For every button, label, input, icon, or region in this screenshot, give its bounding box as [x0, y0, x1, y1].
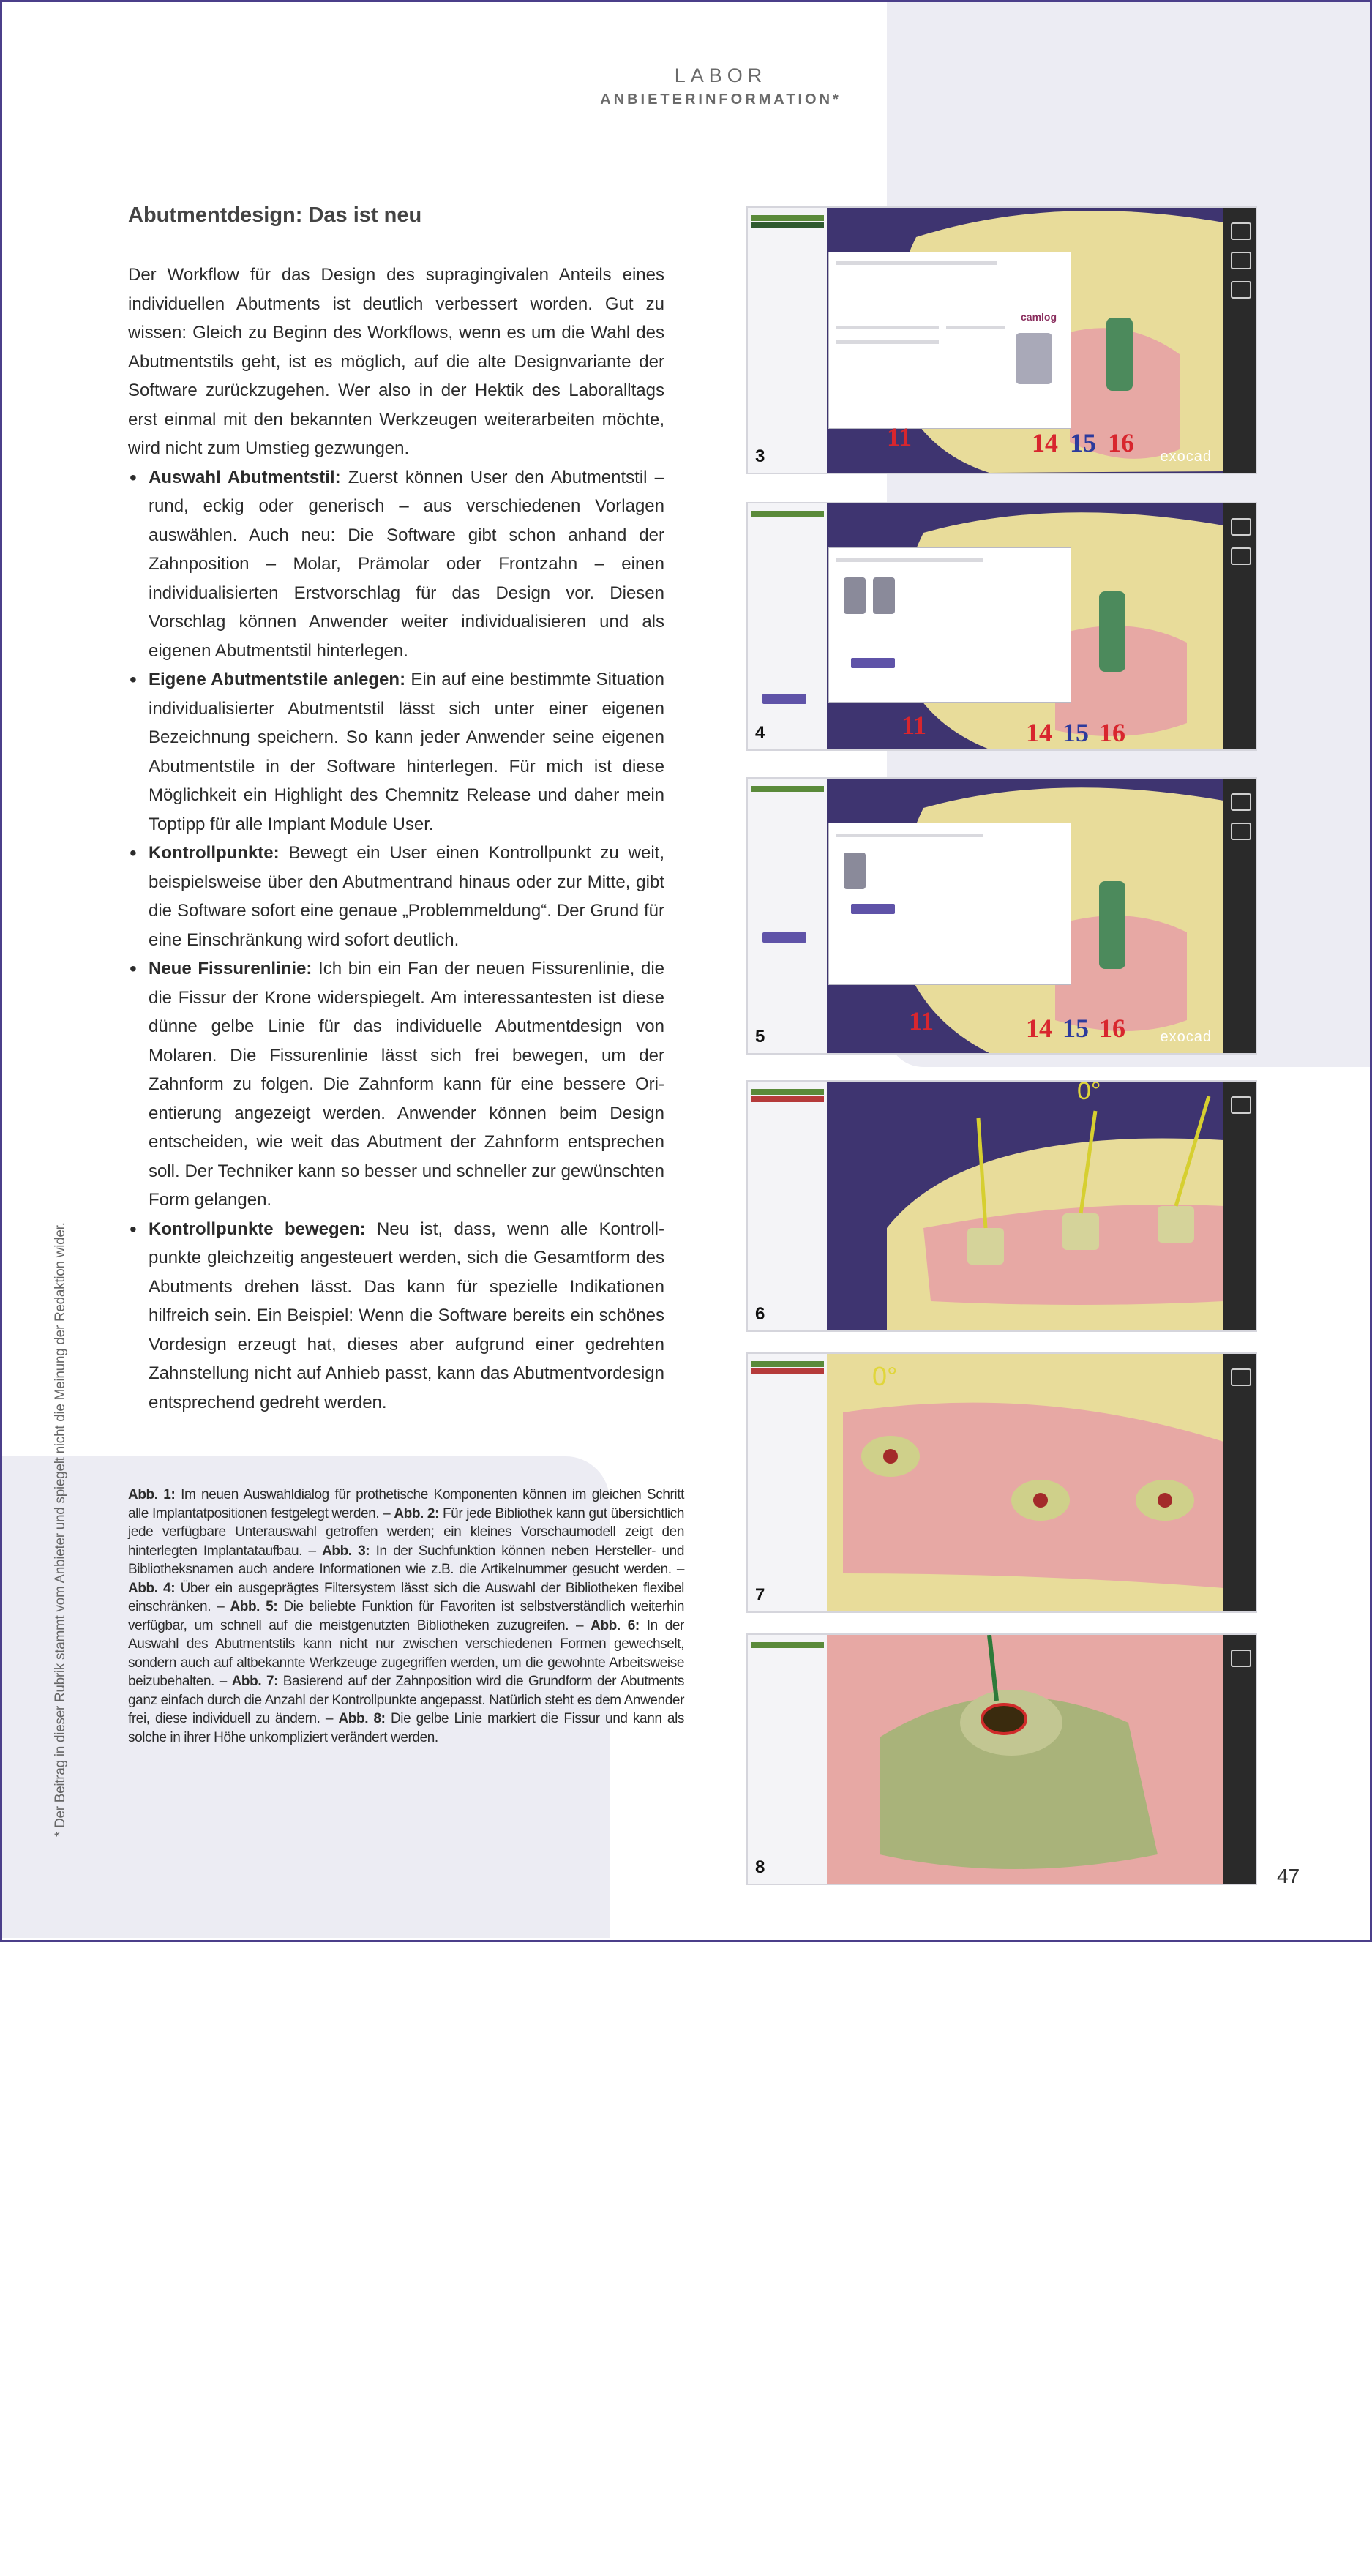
- figure-5-sidebar: [748, 779, 827, 1053]
- figure-number: 7: [755, 1585, 765, 1605]
- feature-text: Ich bin ein Fan der neuen Fissurenlinie, die die Fissur der Krone widerspiegelt. Am interessantesten ist diese dünne gelbe Linie für das individuelle Abutmentdesign von Molaren. Die Fissurenlinie lässt sich frei bewegen, um der Zahnform zu folgen. Die Zahnform kann für eine bessere Orientierung angezeigt werden. Anwender können beim Design entscheiden, wie weit das Abutment der Zahnform entsprechen soll. Der Techniker kann so besser und schneller zur gewünschten Form gelangen.: [149, 959, 664, 1210]
- tools-icon: [1231, 547, 1251, 565]
- feature-item: [128, 1215, 664, 1418]
- side-note-text: * Der Beitrag in dieser Rubrik stammt vom Anbieter und spiegelt nicht die Meinung der Redaktion wider.: [53, 1222, 68, 1837]
- caption-label: Abb. 2:: [394, 1505, 439, 1521]
- feature-item: [128, 463, 664, 666]
- figure-6: [746, 1080, 1257, 1332]
- tooth-label: 16: [1099, 718, 1125, 747]
- tooth-label: 11: [909, 1006, 934, 1036]
- figure-3: [746, 206, 1257, 474]
- figure-7-toolbar: [1223, 1354, 1256, 1611]
- feature-item: [128, 954, 664, 1215]
- feature-label: Kontrollpunkte:: [149, 843, 280, 863]
- save-icon: [1231, 222, 1251, 240]
- figure-3-dialog: [828, 252, 1071, 429]
- feature-item: [128, 839, 664, 954]
- tooth-label: 16: [1108, 428, 1134, 457]
- tooth-label: 14: [1026, 1014, 1052, 1043]
- save-icon: [1231, 793, 1251, 811]
- figure-4: [746, 502, 1257, 751]
- figure-3-sidebar: [748, 208, 827, 473]
- feature-label: Eigene Abutmentstile anlegen:: [149, 670, 406, 689]
- feature-text: Bewegt ein User einen Kontrollpunkt zu weit, beispielsweise über den Abutmentrand hinaus oder zur Mitte, gibt die Software sofort eine genaue „Problemmeldung“. Der Grund für eine Einschränkung wird sofort deutlich.: [149, 843, 664, 950]
- caption-label: Abb. 5:: [230, 1599, 278, 1614]
- tooth-label: 11: [887, 422, 912, 452]
- figure-number: 3: [755, 446, 765, 466]
- angle-label: 0°: [872, 1361, 898, 1391]
- figure-6-toolbar: [1223, 1082, 1256, 1330]
- settings-icon: [1231, 281, 1251, 299]
- tooth-label: 15: [1062, 718, 1089, 747]
- caption-label: Abb. 8:: [338, 1711, 386, 1726]
- figure-8-sidebar: [748, 1635, 827, 1884]
- feature-label: Neue Fissurenlinie:: [149, 959, 312, 978]
- caption-text: Für jede Bibliothek kann gut übersichtlich jede verfügbare Unterauswahl getroffen werden; ein kleines Vorschaumodell zeigt den hinterlegten Implantataufbau. –: [128, 1505, 684, 1559]
- caption-text: Über ein ausgeprägtes Filtersystem lässt sich die Auswahl der Bibliotheken flexibel einschränken. –: [128, 1580, 684, 1614]
- abutment-preview-image: [1016, 333, 1052, 384]
- tooth-label: 15: [1070, 428, 1096, 457]
- caption-label: Abb. 7:: [231, 1674, 279, 1689]
- article-intro: Der Workflow für das Design des supragingivalen Anteils eines individuellen Abutments ist deutlich verbessert worden. Gut zu wissen: Gleich zu Beginn des Workflows, wenn es um die Wahl des Abutmentstils geht, ist es möglich, auf die alte Designvariante der Software zurückzugehen. Wer also in der Hektik des Laboralltags erst einmal mit den bekannten Werkzeugen weiterarbeiten möchte, wird nicht zum Umstieg gezwungen.: [128, 265, 664, 458]
- figure-captions: [128, 1486, 684, 1747]
- figure-3-brand: camlog: [1021, 311, 1057, 323]
- caption-text: Die gelbe Linie markiert die Fissur und kann als solche in ihrer Höhe unkompliziert verändert werden.: [128, 1711, 685, 1745]
- caption-text: In der Auswahl des Abutmentstils kann nicht nur zwischen verschiedenen Formen gewechselt, sondern auch auf altbekannte Werkzeuge zugegriffen werden, um die gewohnte Arbeitsweise beizubehalten. –: [128, 1617, 684, 1689]
- caption-text: Die beliebte Funktion für Favoriten ist selbstverständlich weiterhin verfügbar, um schnell auf die meistgenutzten Bibliotheken zuzugreifen. –: [128, 1599, 684, 1633]
- save-icon: [1231, 1368, 1251, 1386]
- figure-4-toolbar: [1223, 503, 1256, 749]
- section-header: [556, 64, 885, 108]
- exocad-logo: exocad: [1160, 1029, 1212, 1045]
- figure-number: 4: [755, 723, 765, 743]
- tooth-label: 11: [901, 711, 927, 740]
- figure-5-toolbar: [1223, 779, 1256, 1053]
- save-icon: [1231, 518, 1251, 536]
- figure-4-sidebar: [748, 503, 827, 749]
- feature-label: Auswahl Abutmentstil:: [149, 467, 341, 487]
- figure-7: [746, 1352, 1257, 1613]
- side-note: [53, 1222, 68, 2576]
- angle-label: 0°: [1077, 1080, 1101, 1105]
- feature-text: Zuerst können User den Abutmentstil – rund, eckig oder generisch – aus verschiedenen Vorlagen auswählen. Auch neu: Die Software gibt schon anhand der Zahnposition – Molar, Prämolar oder Frontzahn – einen individualisierten Erstvorschlag für das Design vor. Diesen Vorschlag können Anwender weiter individualisieren und als eigenen Abutmentstil hinterlegen.: [149, 467, 664, 661]
- feature-label: Kontrollpunkte bewegen:: [149, 1218, 366, 1239]
- article-body: [128, 261, 664, 1417]
- caption-text: Basierend auf der Zahnposition wird die Grundform der Abutments ganz einfach durch die Anzahl der Kontrollpunkte angepasst. Natürlich steht es dem Anwender frei, diese individuell zu ändern. –: [128, 1674, 684, 1726]
- feature-text: Ein auf eine bestimmte Situation individualisierter Abutmentstil lässt sich unter einer eigenen Bezeichnung speichern. So kann jeder Anwender seine eigenen Abutmentstile in der Software hinterlegen. Für mich ist diese Möglichkeit ein Highlight des Chemnitz Release und daher mein Toptipp für alle Implant Module User.: [149, 670, 665, 834]
- feature-text: Neu ist, dass, wenn alle Kontrollpunkte gleichzeitig angesteuert werden, sich die Gesamtform des Abutments drehen lässt. Das kann für spezielle Indikationen hilfreich sein. Ein Beispiel: Wenn die Software bereits ein schönes Vordesign erzeugt hat, dieses aber aufgrund einer gedrehten Zahnstellung nicht auf Anhieb passt, kann das Abutmentvordesign entsprechend gedreht werden.: [149, 1218, 664, 1412]
- figure-5-dialog: [828, 823, 1071, 985]
- feature-item: [128, 665, 664, 839]
- caption-label: Abb. 4:: [128, 1580, 176, 1596]
- caption-label: Abb. 1:: [128, 1487, 176, 1502]
- save-icon: [1231, 1096, 1251, 1114]
- tooth-label: 16: [1099, 1014, 1125, 1043]
- section-subtitle: ANBIETERINFORMATION*: [600, 91, 841, 108]
- tools-icon: [1231, 252, 1251, 269]
- figure-4-dialog: [828, 547, 1071, 703]
- figure-3-toolbar: [1223, 208, 1256, 473]
- caption-label: Abb. 3:: [322, 1543, 370, 1559]
- tools-icon: [1231, 823, 1251, 840]
- page-number: 47: [1277, 1865, 1300, 1887]
- article-heading: Abutmentdesign: Das ist neu: [128, 203, 422, 227]
- exocad-logo: exocad: [1160, 449, 1212, 465]
- caption-text: In der Suchfunktion können neben Hersteller- und Bibliotheksnamen auch andere Informationen wie z.B. die Artikelnummer gesucht werden. –: [128, 1543, 684, 1577]
- tooth-label: 15: [1062, 1014, 1089, 1043]
- figure-number: 8: [755, 1857, 765, 1877]
- figure-6-sidebar: [748, 1082, 827, 1330]
- feature-list: [128, 463, 664, 1418]
- caption-label: Abb. 6:: [591, 1617, 640, 1633]
- tooth-label: 14: [1032, 428, 1058, 457]
- figure-8-toolbar: [1223, 1635, 1256, 1884]
- figure-number: 5: [755, 1027, 765, 1046]
- save-icon: [1231, 1650, 1251, 1667]
- section-title: LABOR: [674, 64, 768, 86]
- figure-7-sidebar: [748, 1354, 827, 1611]
- figure-number: 6: [755, 1304, 765, 1324]
- tooth-label: 14: [1026, 718, 1052, 747]
- figure-5: [746, 777, 1257, 1055]
- caption-text: Im neuen Auswahldialog für prothetische Komponenten können im gleichen Schritt alle Implantatpositionen festgelegt werden. –: [128, 1487, 684, 1521]
- figure-8: [746, 1633, 1257, 1885]
